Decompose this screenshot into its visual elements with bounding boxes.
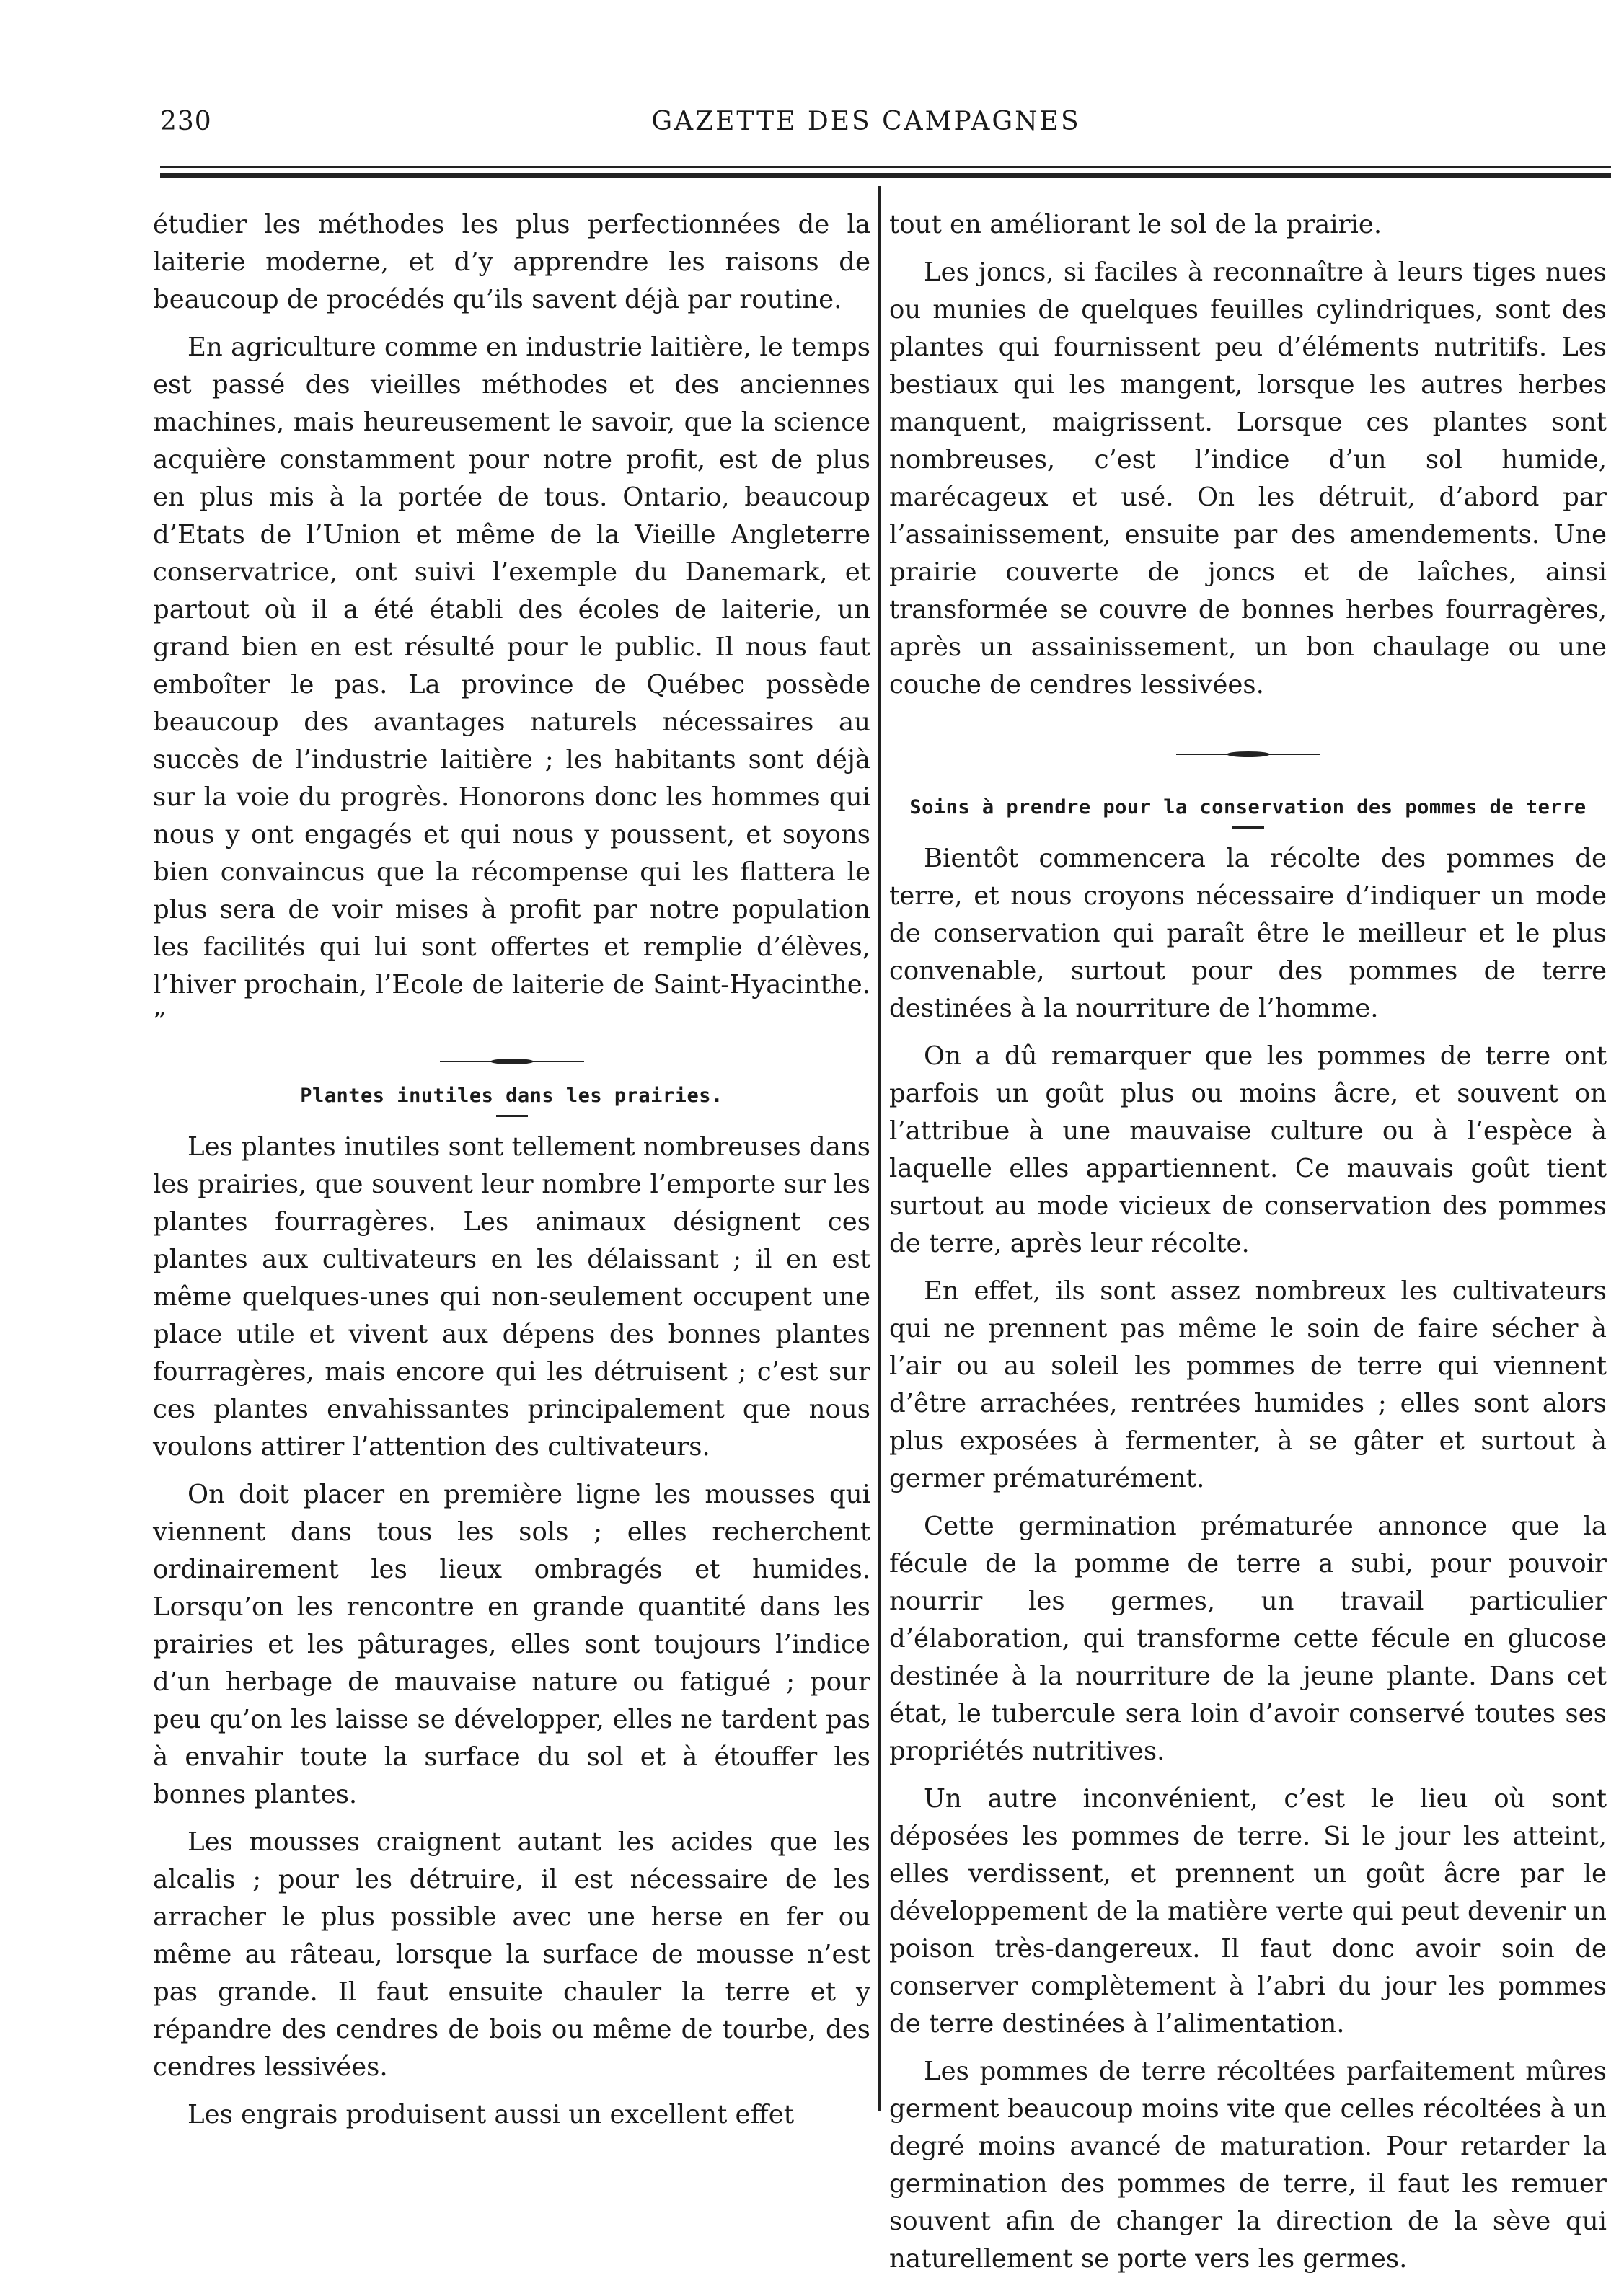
paragraph: Bientôt commencera la récolte des pommes de terre, et nous croyons nécessaire d’indiquer un mode de conservation qui paraît être le meilleur et le plus convenable, surtout pour des pommes de terre destinées à la nourriture de l’homme. [889,844,1607,1023]
paragraph: En effet, ils sont assez nombreux les cultivateurs qui ne prennent pas même le soin de faire sécher à l’air ou au soleil les pommes de terre qui viennent d’être arrachées, rentrées humides ; elles sont alors plus exposées à fermenter, à se gâter et surtout à germer prématurément. [889,1276,1607,1493]
section-title: Plantes inutiles dans les prairies. [300,1085,723,1107]
paragraph: Les mousses craignent autant les acides que les alcalis ; pour les détruire, il est nécessaire de les arracher le plus possible avec une herse en fer ou même au râteau, lorsque la surface de mousse n’est pas grande. Il faut ensuite chauler la terre et y répandre des cendres de bois ou même de tourbe, des cendres lessivées. [153,1827,870,2082]
title-dash [1232,826,1264,829]
paragraph: tout en améliorant le sol de la prairie. [889,210,1382,239]
section-flourish [440,1054,584,1069]
running-title: GAZETTE DES CAMPAGNES [651,107,1081,136]
paragraph: En agriculture comme en industrie laitière, le temps est passé des vieilles méthodes et des anciennes machines, mais heureusement le savoir, que la science acquière constamment pour notre profit, est de plus en plus mis à la portée de tous. Ontario, beaucoup d’Etats de l’Union et même de la Vieille Angleterre conservatrice, ont suivi l’exemple du Danemark, et partout où il a été établi des écoles de laiterie, un grand bien en est résulté pour le public. Il nous faut emboîter le pas. La province de Québec possède beaucoup des avantages naturels nécessaires au succès de l’industrie laitière ; les habitants sont déjà sur la voie du progrès. Honorons donc les hommes qui nous y ont engagés et qui nous y poussent, et soyons bien convaincus que la récompense qui les flattera le plus sera de voir mises à profit par notre population les facilités qui lui sont offertes et remplie d’élèves, l’hiver prochain, l’Ecole de laiterie de Saint-Hyacinthe. ” [153,332,870,1037]
section-title: Soins à prendre pour la conservation des pommes de terre [909,796,1587,818]
header-rule-thick [160,173,1611,178]
section-flourish [1176,747,1320,761]
paragraph: On a dû remarquer que les pommes de terre ont parfois un goût plus ou moins âcre, et souvent on l’attribue à une mauvaise culture ou à l’espèce à laquelle elles appartiennent. Ce mauvais goût tient surtout au mode vicieux de conservation des pommes de terre, après leur récolte. [889,1041,1607,1258]
page-number: 230 [160,107,212,136]
column-divider [878,186,881,2111]
left-column [153,206,870,2134]
paragraph: Les pommes de terre récoltées parfaitement mûres germent beaucoup moins vite que celles récoltées à un degré moins avancé de maturation. Pour retarder la germination des pommes de terre, il faut les remuer souvent afin de changer la direction de la sève qui naturellement se porte vers les germes. [889,2057,1607,2274]
paragraph: Les joncs, si faciles à reconnaître à leurs tiges nues ou munies de quelques feuilles cylindriques, sont des plantes qui fournissent peu d’éléments nutritifs. Les bestiaux qui les mangent, lorsque les autres herbes manquent, maigrissent. Lorsque ces plantes sont nombreuses, c’est l’indice d’un sol humide, marécageux et usé. On les détruit, d’abord par l’assainissement, ensuite par des amendements. Une prairie couverte de joncs et de laîches, ainsi transformée se couvre de bonnes herbes fourragères, après un assainissement, un bon chaulage ou une couche de cendres lessivées. [889,257,1607,699]
right-column [889,206,1607,2278]
paragraph: étudier les méthodes les plus perfectionnées de la laiterie moderne, et d’y apprendre les raisons de beaucoup de procédés qu’ils savent déjà par routine. [153,210,870,314]
paragraph: Cette germination prématurée annonce que la fécule de la pomme de terre a subi, pour pouvoir nourrir les germes, un travail particulier d’élaboration, qui transforme cette fécule en glucose destinée à la nourriture de la jeune plante. Dans cet état, le tubercule sera loin d’avoir conservé toutes ses propriétés nutritives. [889,1511,1607,1766]
paragraph: On doit placer en première ligne les mousses qui viennent dans tous les sols ; elles recherchent ordinairement les lieux ombragés et humides. Lorsqu’on les rencontre en grande quantité dans les prairies et les pâturages, elles sont toujours l’indice d’un herbage de mauvaise nature ou fatigué ; pour peu qu’on les laisse se développer, elles ne tardent pas à envahir toute la surface du sol et à étouffer les bonnes plantes. [153,1480,870,1809]
paragraph: Les plantes inutiles sont tellement nombreuses dans les prairies, que souvent leur nombre l’emporte sur les plantes fourragères. Les animaux désignent ces plantes aux cultivateurs en les délaissant ; il en est même quelques-unes qui non-seulement occupent une place utile et vivent aux dépens des bonnes plantes fourragères, mais encore qui les détruisent ; c’est sur ces plantes envahissantes principalement que nous voulons attirer l’attention des cultivateurs. [153,1132,870,1462]
paragraph: Les engrais produisent aussi un excellent effet [187,2100,794,2129]
title-dash [496,1115,528,1117]
header-rule-thin [160,166,1611,168]
paragraph: Un autre inconvénient, c’est le lieu où sont déposées les pommes de terre. Si le jour les atteint, elles verdissent, et prennent un goût âcre par le développement de la matière verte qui peut devenir un poison très-dangereux. Il faut donc avoir soin de conserver complètement à l’abri du jour les pommes de terre destinées à l’alimentation. [889,1784,1607,2039]
